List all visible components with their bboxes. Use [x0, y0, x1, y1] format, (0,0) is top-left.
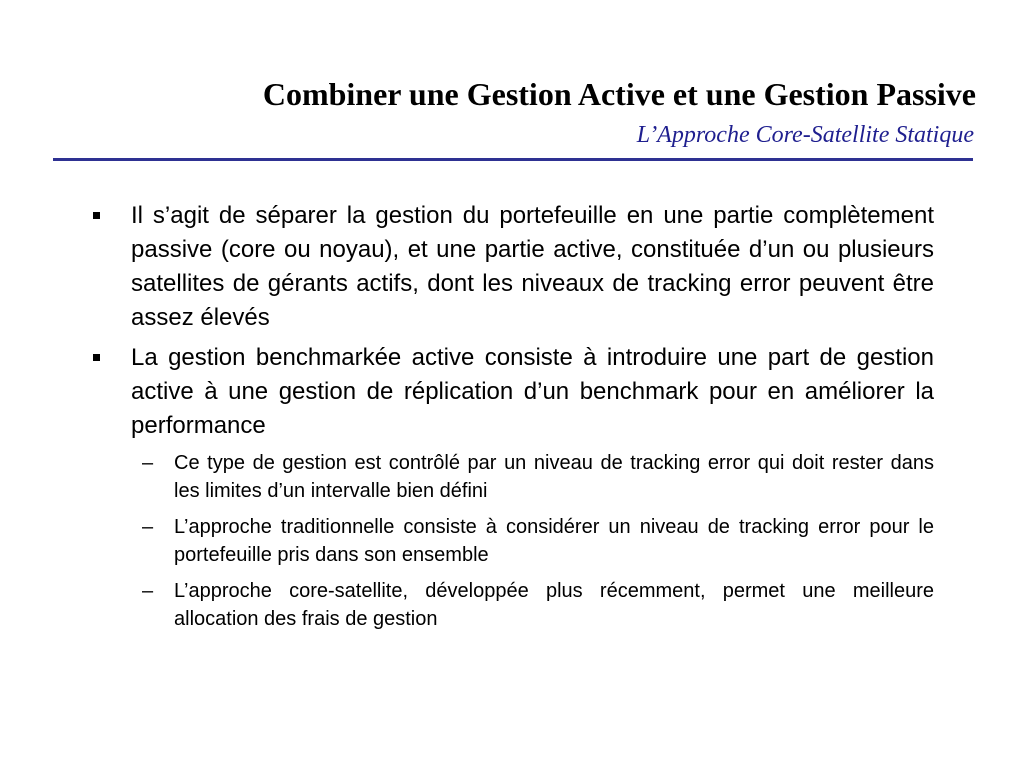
bullet-item-1 — [90, 199, 934, 335]
slide-body — [90, 199, 934, 641]
slide-subtitle: L’Approche Core-Satellite Statique — [636, 122, 974, 148]
square-bullet-icon — [93, 212, 100, 219]
dash-bullet-icon: – — [142, 452, 154, 474]
sub-bullet-text: L’approche traditionnelle consiste à considérer un niveau de tracking error pour le portefeuille pris dans son ensemble — [174, 516, 934, 566]
dash-bullet-icon: – — [142, 516, 154, 538]
sub-bullet-item-1 — [90, 449, 934, 505]
bullet-text: La gestion benchmarkée active consiste à introduire une part de gestion active à une gestion de réplication d’un benchmark pour en améliorer la performance — [131, 344, 934, 439]
bullet-item-2 — [90, 341, 934, 443]
slide-title: Combiner une Gestion Active et une Gestion Passive — [262, 76, 976, 112]
dash-bullet-icon: – — [142, 580, 154, 602]
title-divider — [53, 158, 973, 161]
bullet-text: Il s’agit de séparer la gestion du portefeuille en une partie complètement passive (core ou noyau), et une partie active, constituée d’un ou plusieurs satellites de gérants actifs, dont les niveaux de tracking error peuvent être assez élevés — [131, 202, 934, 331]
sub-bullet-item-2 — [90, 513, 934, 569]
sub-bullet-item-3 — [90, 577, 934, 633]
square-bullet-icon — [93, 354, 100, 361]
sub-bullet-text: Ce type de gestion est contrôlé par un niveau de tracking error qui doit rester dans les limites d’un intervalle bien défini — [174, 452, 934, 502]
sub-bullet-text: L’approche core-satellite, développée plus récemment, permet une meilleure allocation des frais de gestion — [174, 580, 934, 630]
